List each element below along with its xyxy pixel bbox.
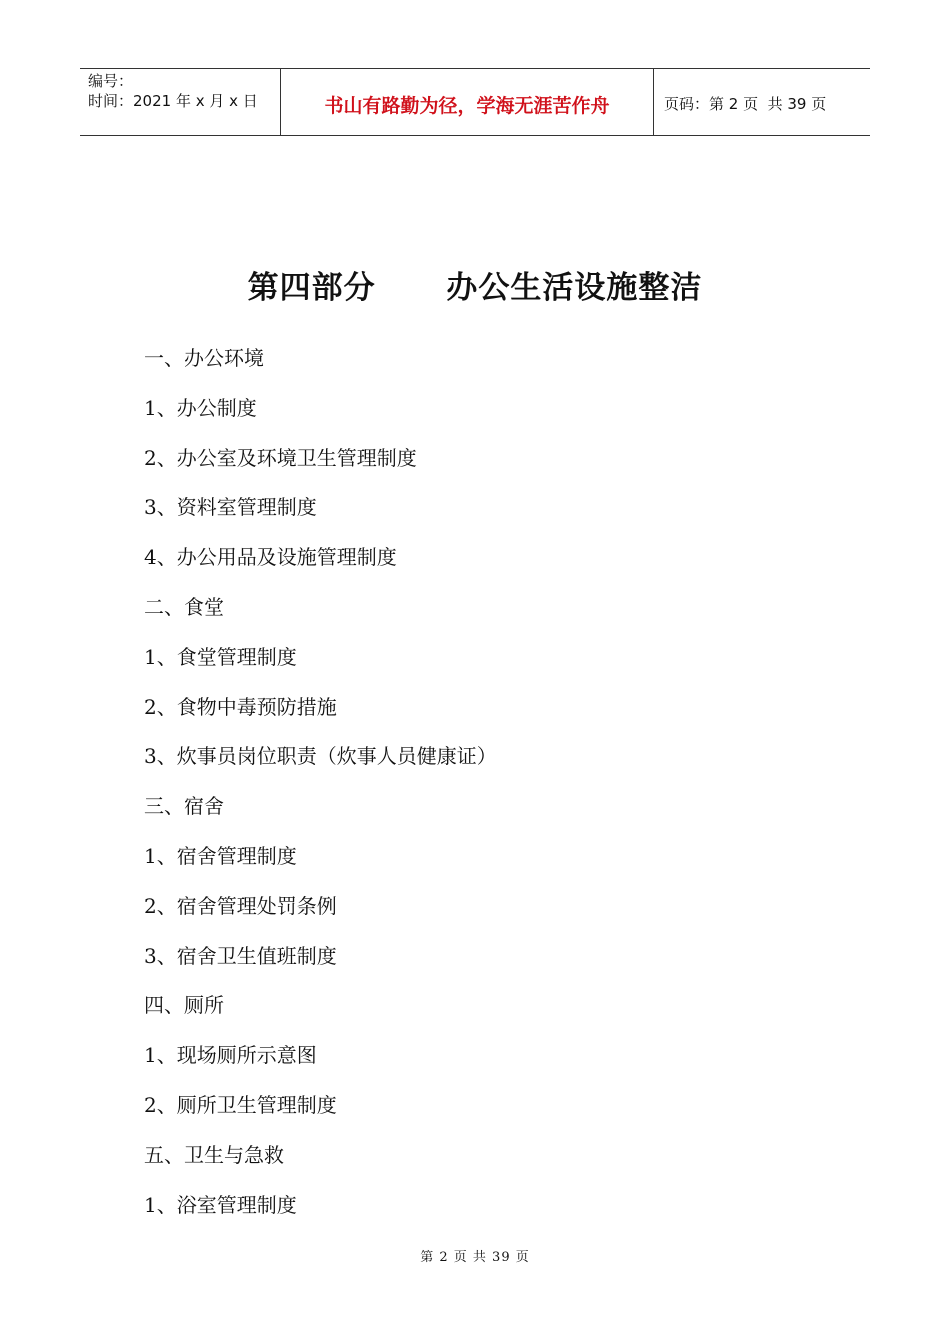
list-item: 2、厕所卫生管理制度 (144, 1092, 337, 1117)
list-item: 三、宿舍 (144, 794, 224, 819)
list-item: 4、办公用品及设施管理制度 (144, 545, 397, 570)
list-item: 1、办公制度 (144, 395, 257, 420)
header-motto: 书山有路勤为径，学海无涯苦作舟 (281, 69, 654, 135)
list-item: 3、资料室管理制度 (144, 495, 317, 520)
document-title: 第四部分 办公生活设施整洁 (247, 270, 703, 306)
list-item: 1、食堂管理制度 (144, 644, 297, 669)
list-item: 四、厕所 (144, 993, 224, 1018)
list-item: 一、办公环境 (144, 346, 264, 370)
list-item: 1、宿舍管理制度 (144, 843, 297, 868)
page-footer: 第 2 页 共 39 页 (420, 1250, 530, 1265)
header-meta-cell (80, 69, 281, 135)
list-item: 1、现场厕所示意图 (144, 1043, 317, 1068)
list-item: 3、炊事员岗位职责（炊事人员健康证） (144, 744, 497, 769)
page-header (80, 68, 870, 136)
header-page-info: 页码：第 2 页 共 39 页 (664, 94, 827, 113)
list-item: 二、食堂 (144, 594, 224, 619)
section-list (144, 340, 497, 1236)
list-item: 五、卫生与急救 (144, 1142, 284, 1167)
list-item: 2、宿舍管理处罚条例 (144, 893, 337, 918)
list-item: 2、食物中毒预防措施 (144, 694, 337, 719)
list-item: 3、宿舍卫生值班制度 (144, 943, 337, 968)
header-number-label: 编号： (88, 72, 134, 90)
list-item: 1、浴室管理制度 (144, 1192, 297, 1217)
header-date-label: 时间：2021 年 x 月 x 日 (88, 92, 258, 110)
list-item: 2、办公室及环境卫生管理制度 (144, 445, 417, 470)
